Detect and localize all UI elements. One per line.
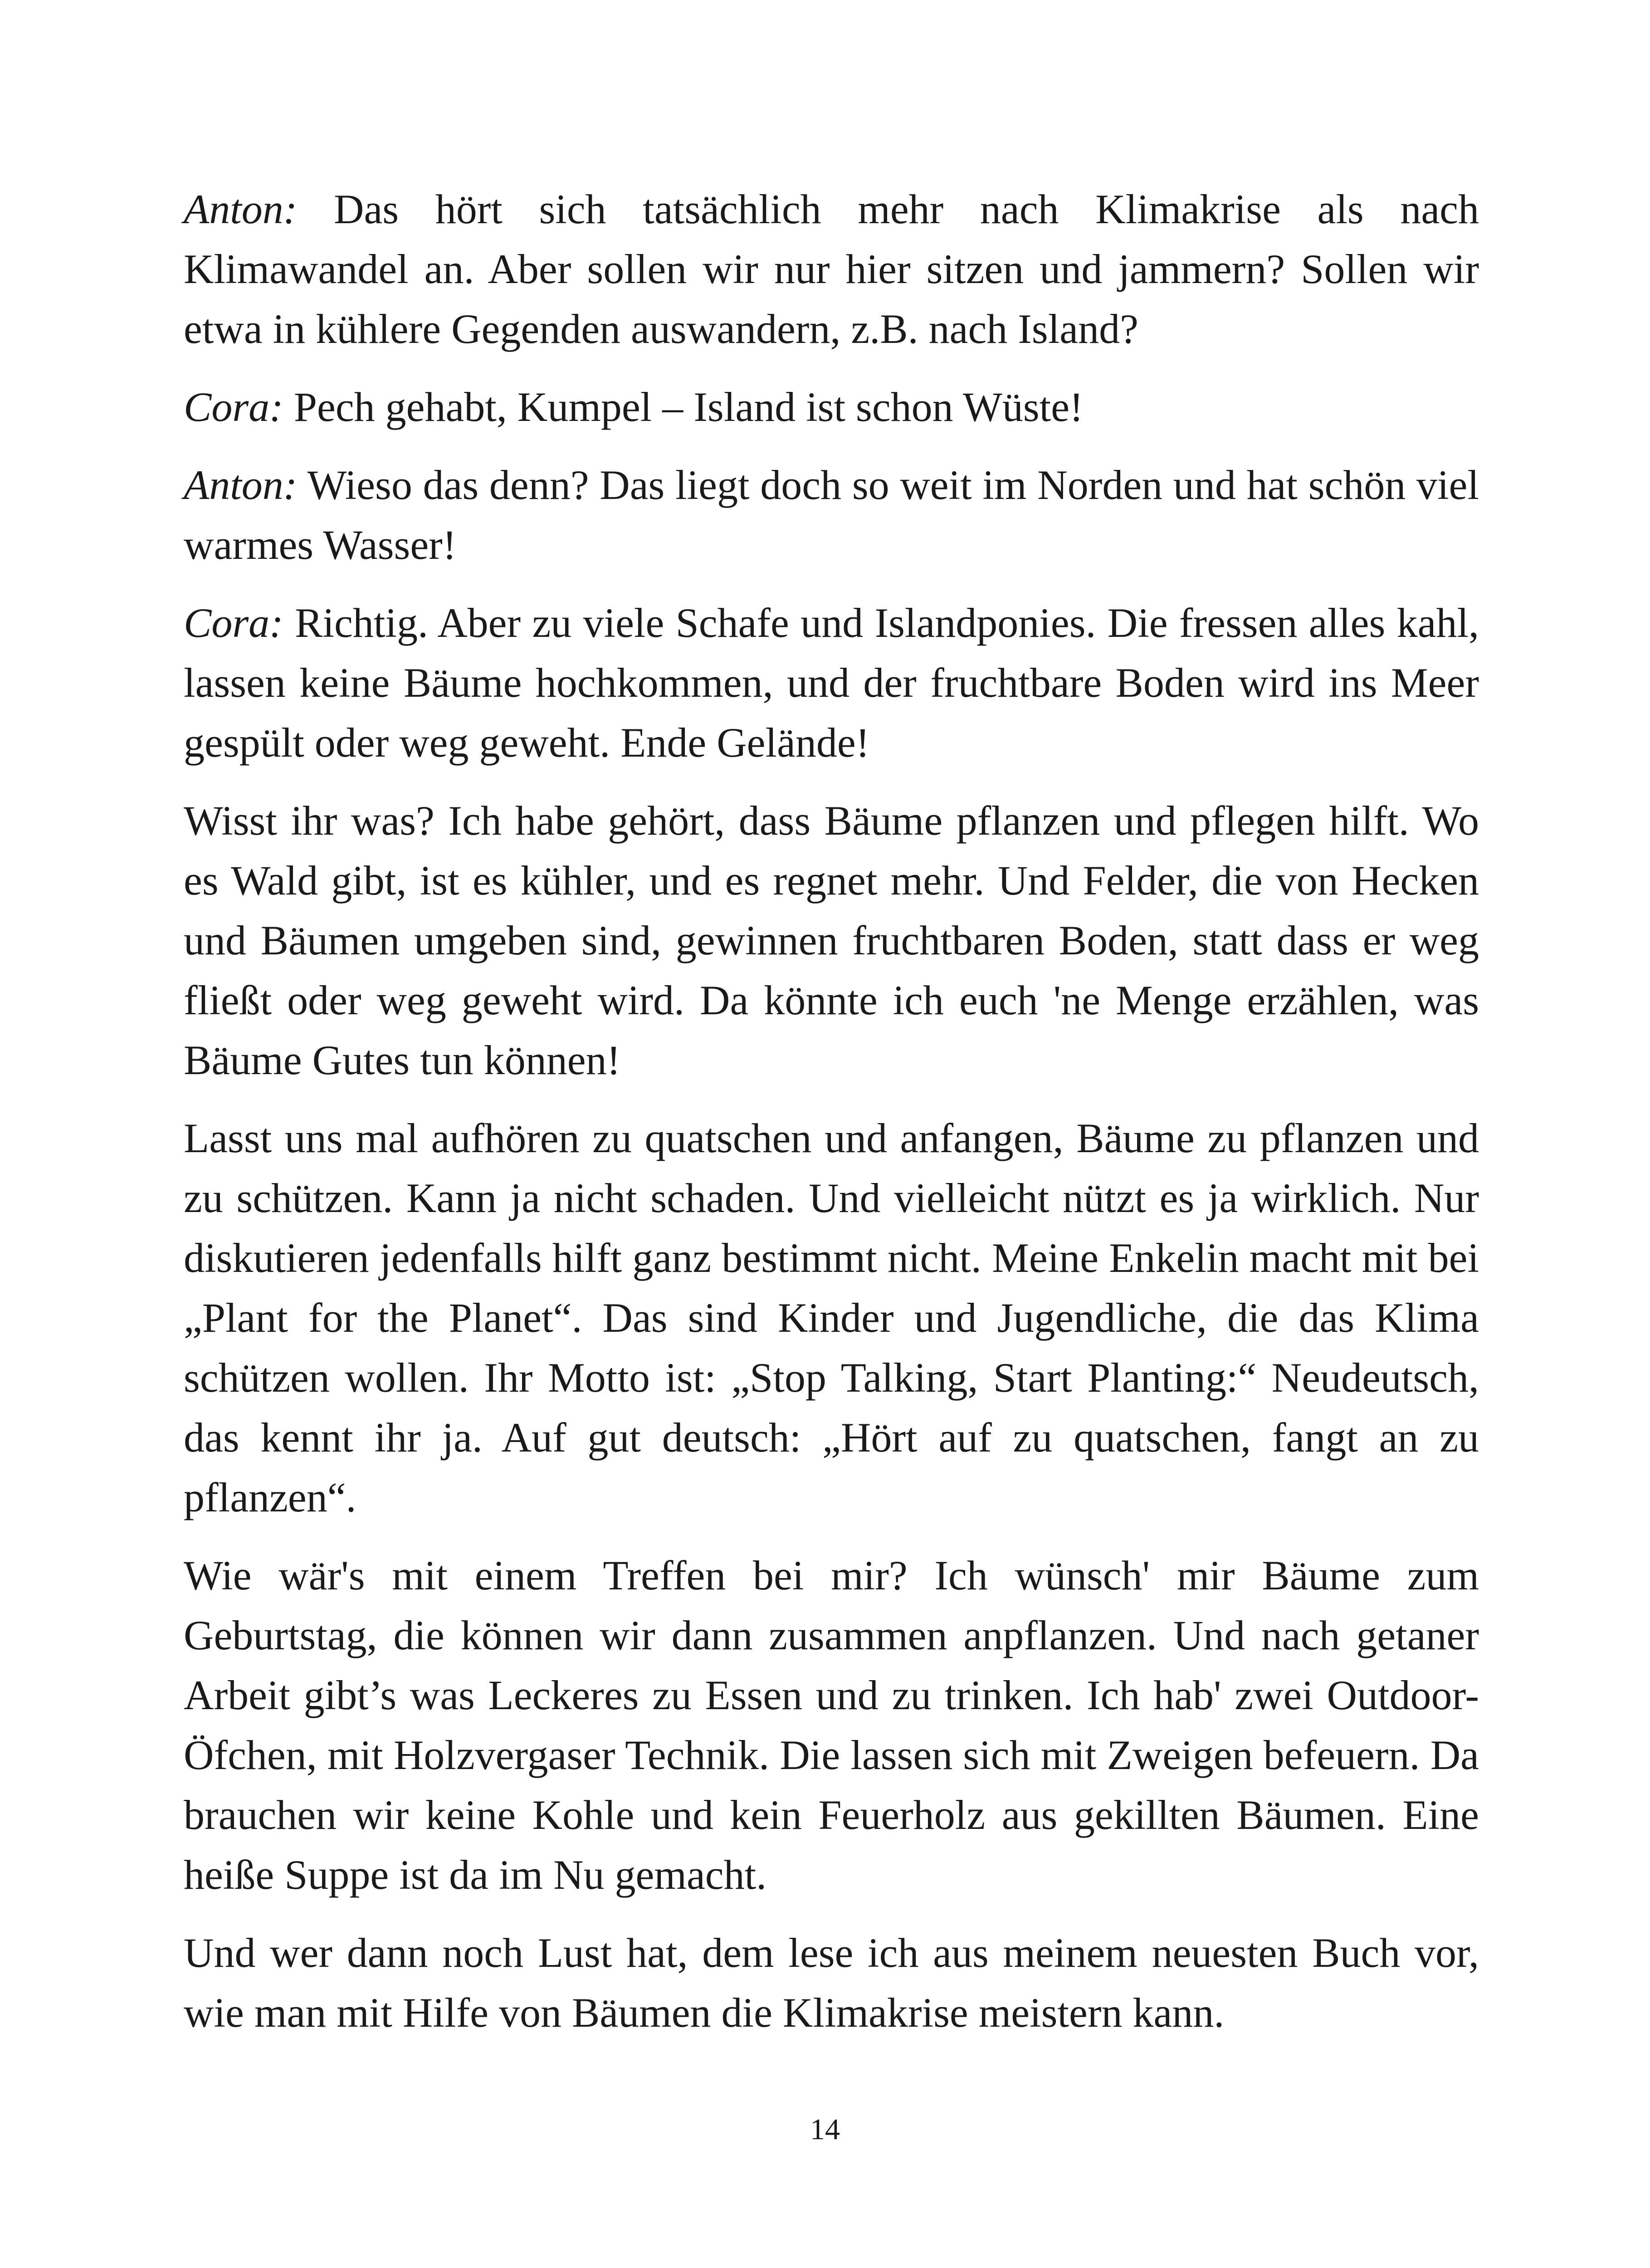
text-paragraph: Wie wär's mit einem Treffen bei mir? Ich wünsch' mir Bäume zum Geburtstag, die können wir dann zusammen anpflanzen. Und nach getaner Arbeit gibt’s was Leckeres zu Essen und zu trinken. Ich hab' zwei Outdoor-Öfchen, mit Holzvergaser Technik. Die lassen sich mit Zweigen befeuern. Da brauchen wir keine Kohle und kein Feuerholz aus gekillten Bäumen. Eine heiße Suppe ist da im Nu gemacht. bbox=[184, 1552, 1479, 1898]
paragraph-text: Richtig. Aber zu viele Schafe und Islandponies. Die fressen alles kahl, lassen keine Bäume hochkommen, und der fruchtbare Boden wird ins Meer gespült oder weg geweht. Ende Gelände! bbox=[184, 600, 1479, 766]
dialogue-paragraph bbox=[184, 455, 1479, 575]
text-paragraph: Wisst ihr was? Ich habe gehört, dass Bäume pflanzen und pflegen hilft. Wo es Wald gibt, ist es kühler, und es regnet mehr. Und Felder, die von Hecken und Bäumen umgeben sind, gewinnen fruchtbaren Boden, statt dass er weg fließt oder weg geweht wird. Da könnte ich euch 'ne Menge erzählen, was Bäume Gutes tun können! bbox=[184, 797, 1479, 1083]
paragraph-text: Das hört sich tatsächlich mehr nach Klimakrise als nach Klimawandel an. Aber sollen wir nur hier sitzen und jammern? Sollen wir etwa in kühlere Gegenden auswandern, z.B. nach Island? bbox=[184, 186, 1479, 352]
text-paragraph: Und wer dann noch Lust hat, dem lese ich aus meinem neuesten Buch vor, wie man mit Hilfe von Bäumen die Klimakrise meistern kann. bbox=[184, 1930, 1479, 2036]
dialogue-paragraph bbox=[184, 593, 1479, 772]
speaker-name: Cora: bbox=[184, 384, 283, 430]
text-paragraph: Lasst uns mal aufhören zu quatschen und anfangen, Bäume zu pflanzen und zu schützen. Kann ja nicht schaden. Und vielleicht nützt es ja wirklich. Nur diskutieren jedenfalls hilft ganz bestimmt nicht. Meine Enkelin macht mit bei „Plant for the Planet“. Das sind Kinder und Jugendliche, die das Klima schützen wollen. Ihr Motto ist: „Stop Talking, Start Planting:“ Neudeutsch, das kennt ihr ja. Auf gut deutsch: „Hört auf zu quatschen, fangt an zu pflanzen“. bbox=[184, 1115, 1479, 1520]
speaker-name: Cora: bbox=[184, 600, 283, 646]
dialogue-paragraph bbox=[184, 377, 1479, 437]
page-number: 14 bbox=[810, 2113, 840, 2146]
paragraph-text: Pech gehabt, Kumpel – Island ist schon Wüste! bbox=[293, 384, 1084, 430]
body-text bbox=[184, 179, 1479, 2061]
speaker-name: Anton: bbox=[184, 462, 298, 508]
speaker-name: Anton: bbox=[184, 186, 298, 232]
paragraph-text: Wieso das denn? Das liegt doch so weit im Norden und hat schön viel warmes Wasser! bbox=[184, 462, 1479, 568]
dialogue-paragraph bbox=[184, 179, 1479, 359]
